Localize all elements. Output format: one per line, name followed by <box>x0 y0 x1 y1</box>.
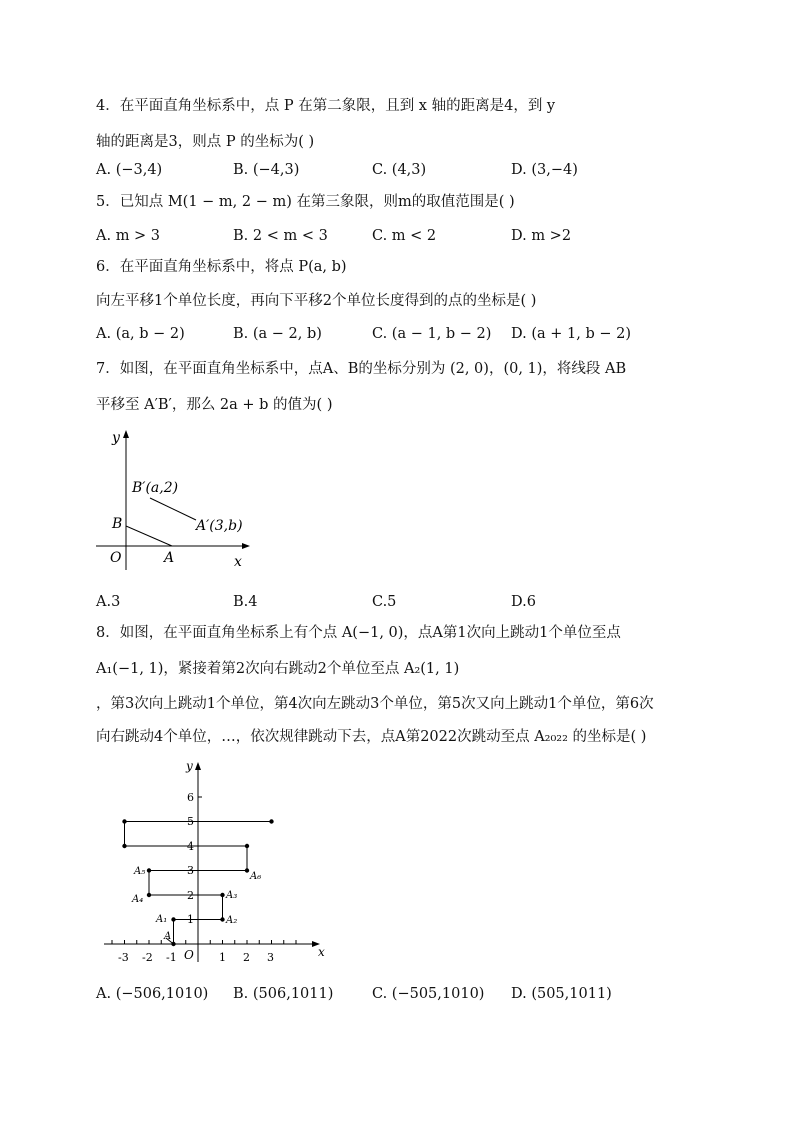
q8-x-tick-label: 2 <box>243 951 250 964</box>
q8-label-a: A <box>164 931 172 942</box>
q7-label-a-prime: A′(3,b) <box>196 518 243 534</box>
q7-origin-label: O <box>110 550 122 566</box>
q8-option-a: A. (−506,1010) <box>96 986 209 1002</box>
q7-label-a: A <box>164 550 175 566</box>
q7-option-c: C.5 <box>372 594 397 610</box>
q8-y-tick-label: 1 <box>187 913 194 926</box>
q8-y-tick-label: 2 <box>187 889 194 902</box>
q7-stem-line2: 平移至 A′B′，那么 2a + b 的值为( ) <box>96 397 333 413</box>
q4-option-a: A. (−3,4) <box>96 162 163 178</box>
q8-stem-line3: ，第3次向上跳动1个单位，第4次向左跳动3个单位，第5次又向上跳动1个单位，第6次 <box>96 696 654 712</box>
q7-x-axis-arrow-icon <box>242 543 250 549</box>
q6-option-c: C. (a − 1, b − 2) <box>372 326 492 342</box>
q4-option-d: D. (3,−4) <box>511 162 578 178</box>
q8-label-a4: A₄ <box>132 894 144 905</box>
q8-label-a2: A₂ <box>226 915 238 926</box>
q8-figure <box>100 756 340 966</box>
q8-x-label: x <box>318 945 325 959</box>
q7-segment-a-prime-b-prime <box>150 498 196 520</box>
q7-y-label: y <box>112 430 120 446</box>
q7-label-b-prime: B′(a,2) <box>132 480 179 496</box>
q8-label-a6: A₆ <box>250 871 262 882</box>
q8-x-tick-label: -2 <box>142 951 153 964</box>
q8-option-d: D. (505,1011) <box>511 986 612 1002</box>
q8-option-b: B. (506,1011) <box>233 986 334 1002</box>
q7-option-d: D.6 <box>511 594 536 610</box>
q8-option-c: C. (−505,1010) <box>372 986 485 1002</box>
q4-stem-line2: 轴的距离是3，则点 P 的坐标为( ) <box>96 134 315 150</box>
q8-origin-label: O <box>184 948 194 962</box>
q8-y-tick-marks <box>198 797 202 920</box>
q8-label-a1: A₁ <box>156 914 168 925</box>
q5-option-c: C. m < 2 <box>372 228 437 244</box>
q8-label-a3: A₃ <box>226 890 238 901</box>
q7-option-b: B.4 <box>233 594 258 610</box>
q4-option-b: B. (−4,3) <box>233 162 300 178</box>
q5-stem: 5．已知点 M(1 − m, 2 − m) 在第三象限，则m的取值范围是( ) <box>96 194 515 210</box>
q8-stem-line4: 向右跳动4个单位，…，依次规律跳动下去，点A第2022次跳动至点 A₂₀₂₂ 的坐标是( ) <box>96 729 647 745</box>
q8-y-axis-arrow-icon <box>195 762 201 770</box>
q7-option-a: A.3 <box>96 594 121 610</box>
q8-x-tick-label: 3 <box>267 951 274 964</box>
q8-stem-line1: 8．如图，在平面直角坐标系上有个点 A(−1, 0)，点A第1次向上跳动1个单位至点 <box>96 625 621 641</box>
q6-option-d: D. (a + 1, b − 2) <box>511 326 631 342</box>
q5-option-a: A. m > 3 <box>96 228 161 244</box>
q4-stem-line1: 4．在平面直角坐标系中，点 P 在第二象限，且到 x 轴的距离是4，到 y <box>96 98 556 114</box>
q7-y-axis-arrow-icon <box>123 430 129 438</box>
q7-x-label: x <box>234 554 242 570</box>
q8-stem-line2: A₁(−1, 1)，紧接着第2次向右跳动2个单位至点 A₂(1, 1) <box>96 661 460 677</box>
q8-y-tick-label: 6 <box>187 791 194 804</box>
q8-y-label: y <box>186 759 193 773</box>
q8-y-tick-label: 3 <box>187 864 194 877</box>
q8-label-a5: A₅ <box>134 866 146 877</box>
q5-option-d: D. m >2 <box>511 228 572 244</box>
q8-x-tick-label: -3 <box>118 951 129 964</box>
q7-label-b: B <box>112 516 123 532</box>
q6-stem-line1: 6．在平面直角坐标系中，将点 P(a, b) <box>96 259 347 275</box>
q6-stem-line2: 向左平移1个单位长度，再向下平移2个单位长度得到的点的坐标是( ) <box>96 293 537 309</box>
q4-option-c: C. (4,3) <box>372 162 427 178</box>
q7-figure <box>90 422 270 574</box>
q8-x-tick-label: -1 <box>166 951 177 964</box>
q6-option-b: B. (a − 2, b) <box>233 326 322 342</box>
q8-y-tick-label: 4 <box>187 840 194 853</box>
q6-option-a: A. (a, b − 2) <box>96 326 185 342</box>
q7-segment-ab <box>126 526 172 546</box>
q8-x-tick-label: 1 <box>219 951 226 964</box>
q8-y-tick-label: 5 <box>187 815 194 828</box>
q8-x-tick-marks <box>112 940 296 944</box>
q5-option-b: B. 2 < m < 3 <box>233 228 328 244</box>
q7-stem-line1: 7．如图，在平面直角坐标系中，点A、B的坐标分别为 (2, 0)，(0, 1)，将线段 AB <box>96 361 627 377</box>
